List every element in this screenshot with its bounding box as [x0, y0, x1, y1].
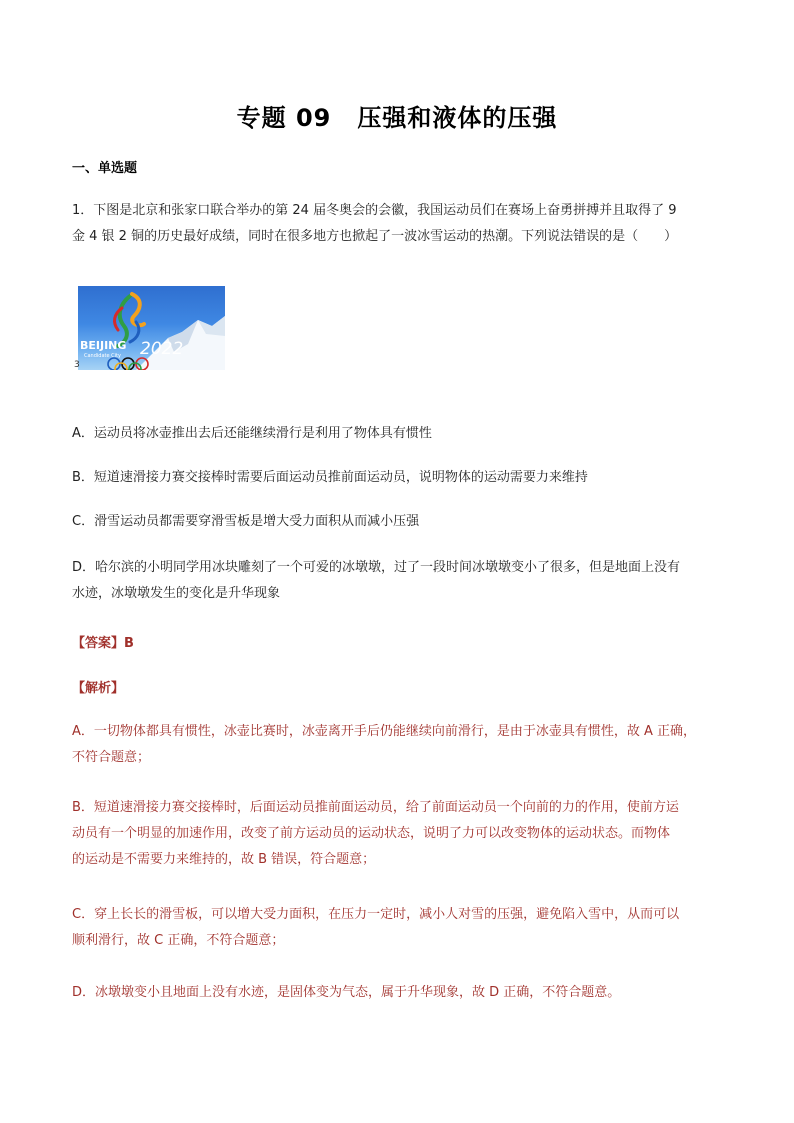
analysis-b-line-2: 动员有一个明显的加速作用，改变了前方运动员的运动状态，说明了力可以改变物体的运动状态。而物体 [72, 826, 671, 841]
logo-word: BEIJING [80, 339, 127, 352]
option-b: B．短道速滑接力赛交接棒时需要后面运动员推前面运动员，说明物体的运动需要力来维持 [72, 470, 588, 485]
analysis-label: 【解析】 [72, 681, 125, 696]
section-heading: 一、单选题 [72, 161, 138, 176]
option-d [72, 555, 724, 607]
figure-mark: 3 [74, 360, 80, 370]
page-title [0, 98, 794, 133]
answer-line [72, 631, 724, 657]
analysis-b-line-1: B．短道速滑接力赛交接棒时，后面运动员推前面运动员，给了前面运动员一个向前的力的作用，使前方运 [72, 800, 679, 815]
analysis-d: D．冰墩墩变小且地面上没有水迹，是固体变为气态，属于升华现象，故 D 正确，不符合题意。 [72, 985, 621, 1000]
option-d-line-1: D．哈尔滨的小明同学用冰块雕刻了一个可爱的冰墩墩，过了一段时间冰墩墩变小了很多，但是地面上没有 [72, 560, 681, 575]
analysis-a-line-2: 不符合题意； [72, 750, 151, 765]
answer-value: B [124, 636, 134, 651]
option-d-line-2: 水迹，冰墩墩发生的变化是升华现象 [72, 586, 281, 601]
analysis-c [72, 902, 724, 954]
option-a: A．运动员将冰壶推出去后还能继续滑行是利用了物体具有惯性 [72, 426, 432, 441]
ribbon-yellow [132, 294, 144, 325]
analysis-c-line-1: C．穿上长长的滑雪板，可以增大受力面积，在压力一定时，减小人对雪的压强，避免陷入雪中，从而可以 [72, 907, 680, 922]
analysis-b [72, 795, 724, 873]
analysis-a-line-1: A．一切物体都具有惯性，冰壶比赛时，冰壶离开手后仍能继续向前滑行，是由于冰壶具有惯性，故 A 正确， [72, 724, 697, 739]
logo-subtitle: Candidate City [84, 353, 121, 359]
analysis-a [72, 719, 724, 771]
option-c: C．滑雪运动员都需要穿滑雪板是增大受力面积从而减小压强 [72, 514, 420, 529]
analysis-c-line-2: 顺利滑行，故 C 正确，不符合题意； [72, 933, 285, 948]
title-number: 专题 09 [236, 104, 332, 132]
olympic-emblem-figure [78, 286, 225, 370]
question-line-1: 1．下图是北京和张家口联合举办的第 24 届冬奥会的会徽，我国运动员们在赛场上奋勇拼搏并且取得了 9 [72, 203, 677, 218]
question-stem [72, 198, 724, 250]
question-line-2: 金 4 银 2 铜的历史最好成绩，同时在很多地方也掀起了一波冰雪运动的热潮。下列说法错误的是（ ） [72, 229, 678, 244]
title-text: 压强和液体的压强 [357, 104, 558, 132]
logo-year: 2022 [140, 339, 184, 359]
answer-label: 【答案】 [72, 636, 125, 651]
analysis-b-line-3: 的运动是不需要力来维持的，故 B 错误，符合题意； [72, 852, 376, 867]
emblem-graphic [78, 286, 225, 370]
